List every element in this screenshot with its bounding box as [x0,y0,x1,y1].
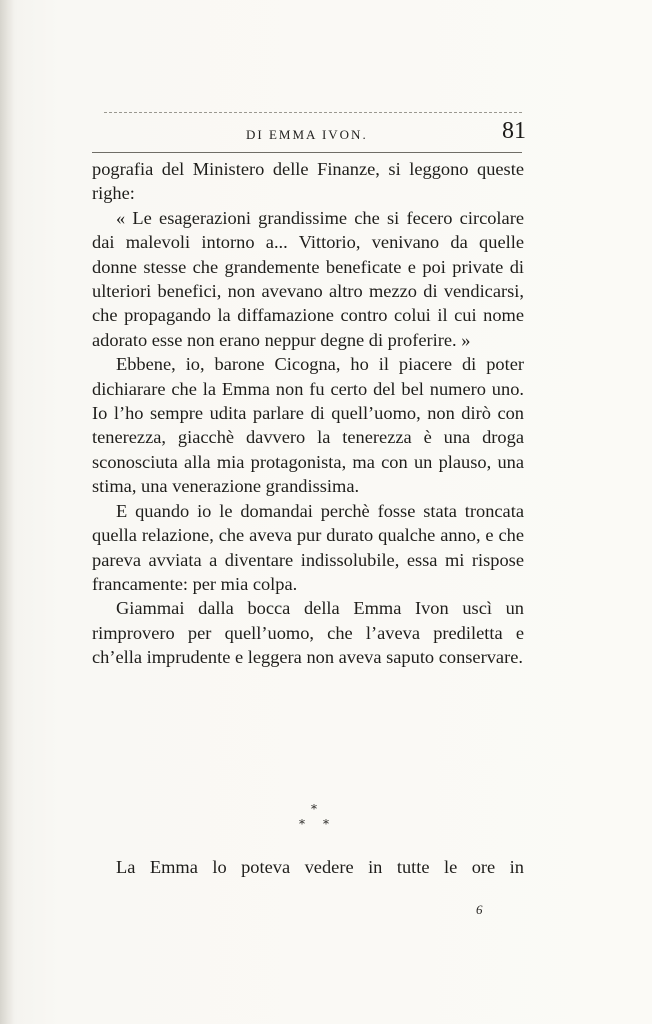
paragraph: pografia del Ministero delle Finanze, si leggono queste righe: [92,159,524,204]
body-text [92,157,524,670]
top-rule [104,112,522,113]
asterisk: * [311,802,317,816]
running-title: DI EMMA IVON. [246,127,368,142]
page-header [100,118,526,148]
paragraph: Giammai dalla bocca della Emma Ivon uscì un rimprovero per quell’uomo, che l’aveva prediletta e ch’ella imprudente e leggera non aveva saputo conservare. [92,598,524,668]
paragraph: « Le esagerazioni grandissime che si fecero circolare dai malevoli intorno a... Vittorio, venivano da quelle donne stesse che grandemente beneficate e poi private di ulteriori benefici, non avevano altro mezzo di vendicarsi, che propagando la diffamazione contro colui il cui nome adorato esse non erano neppur degne di proferire. » [92,207,524,350]
asterisk: * [323,817,329,831]
asterisk: * [299,817,305,831]
header-rule [92,152,522,153]
asterism [294,802,344,842]
paragraph: Ebbene, io, barone Cicogna, ho il piacere di poter dichiarare che la Emma non fu certo del bel numero uno. Io l’ho sempre udita parlare di quell’uomo, non dirò con tenerezza, giacchè davvero la tenerezza è una droga sconosciuta alla mia protagonista, ma con un plauso, una stima, una venerazione grandissima. [92,354,524,497]
signature-mark: 6 [476,902,483,917]
paragraph: E quando io le domandai perchè fosse stata troncata quella relazione, che aveva pur durato qualche anno, e che pareva avviata a diventare indissolubile, essa mi rispose francamente: per mia colpa. [92,500,524,594]
paragraph-start: La Emma lo poteva vedere in tutte le ore in [116,857,524,877]
page-number: 81 [502,118,526,144]
page-edge [0,0,14,1024]
